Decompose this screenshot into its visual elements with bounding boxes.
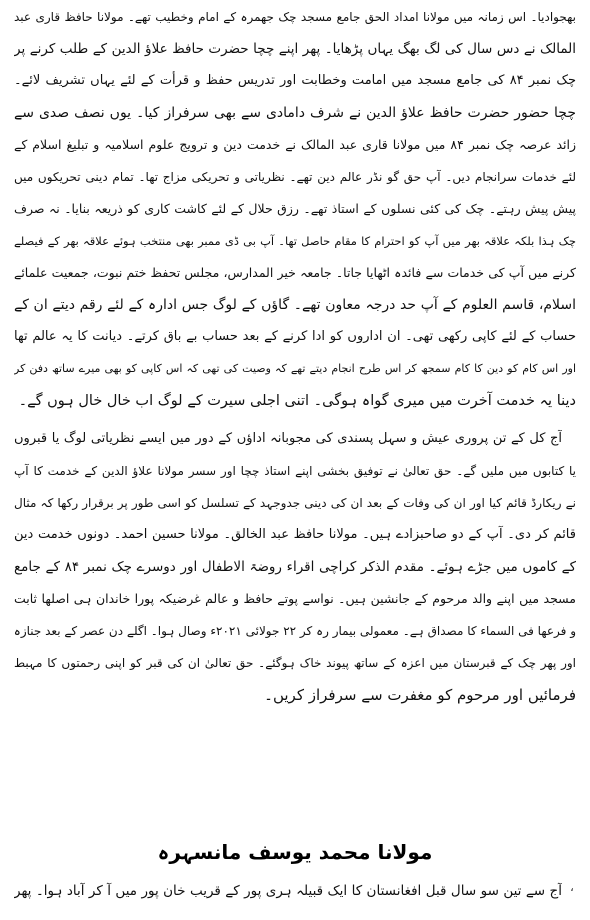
text-line: دینا یہ خدمت آخرت میں میری گواہ ہوگی۔ اتنی اجلی سیرت کے لوگ اب خال خال ہوں گے۔ [18, 393, 576, 409]
text-line: مسجد میں اپنے والد مرحوم کے جانشین ہیں۔ نواسے پوتے حافظ و عالم غرضیکہ پورا خاندان ہی اصلھا ثابت [14, 591, 576, 606]
text-line: کے کاموں میں جڑے ہوئے۔ مقدم الذکر کراچی اقراء روضۃ الاطفال اور دوسرے چک نمبر ۸۴ کے جامع [14, 559, 576, 575]
text-line: نے ریکارڈ قائم کیا اور ان کی وفات کے بعد ان کی دینی جدوجہد کے تسلسل کو اسی طور پر برقرار رکھا کہ مثال [14, 496, 576, 510]
text-line: کرنے میں آپ کی خدمات سے فائدہ اٹھایا جاتا۔ جامعہ خیر المدارس، مجلس تحفظ ختم نبوت، جمعیت علمائے [14, 265, 576, 280]
margin-mark: ، [570, 880, 574, 894]
text-line: و فرعھا فی السماء کا مصداق ہے۔ معمولی بیمار رہ کر ۲۲ جولائی ۲۰۲۱ء وصال ہوا۔ اگلے دن عصر کے بعد جنازہ [14, 624, 576, 638]
text-line: اور پھر چک کے قبرستان میں اعزہ کے ساتھ پیوند خاک ہوگئے۔ حق تعالیٰ ان کی قبر کو اپنی رحمتوں کا مہبط [14, 656, 576, 670]
text-line: آج کل کے تن پروری عیش و سہل پسندی کی مجوبانہ اداؤں کے دور میں ایسے نظریاتی لوگ یا قبروں [14, 431, 562, 446]
text-line: چک ہذا بلکہ علاقہ بھر میں آپ کو احترام کا مقام حاصل تھا۔ آپ بی ڈی ممبر بھی منتخب ہوئے علاقہ بھر کے فیصلے [14, 234, 576, 248]
text-line: زائد عرصہ چک نمبر ۸۴ میں مولانا قاری عبد المالک نے خدمت دین و ترویج علوم اسلامیہ و تبلیغ اسلام کے [14, 137, 576, 152]
text-line: لئے خدمات سرانجام دیں۔ آپ حق گو نڈر عالم دین تھے۔ نظریاتی و تحریکی مزاج تھا۔ تمام دینی تحریکوں میں [14, 170, 576, 184]
text-line: فرمائیں اور مرحوم کو مغفرت سے سرفراز کریں۔ [264, 686, 576, 704]
text-line: آج سے تین سو سال قبل افغانستان کا ایک قبیلہ ہری پور کے قریب خان پور میں آ کر آباد ہوا۔ پھر [14, 883, 562, 899]
text-line: چچا حضور حضرت حافظ علاؤ الدین نے شرف دامادی سے بھی سرفراز کیا۔ یوں نصف صدی سے [14, 105, 576, 121]
section-heading: مولانا محمد یوسف مانسہرہ [157, 840, 433, 864]
text-line: چک نمبر ۸۴ کی جامع مسجد میں امامت وخطابت اور تدریس حفظ و قرأت کے لئے یہاں تشریف لائے۔ [14, 73, 576, 88]
text-line: المالک نے دس سال کی لگ بھگ یہاں پڑھایا۔ پھر اپنے چچا حضرت حافظ علاؤ الدین کے طلب کرنے پر [14, 41, 576, 57]
text-line: پیش پیش رہتے۔ چک کی کئی نسلوں کے استاذ تھے۔ رزق حلال کے لئے کاشت کاری کو ذریعہ بنایا۔ نہ صرف [14, 201, 576, 216]
text-line: بھجوادیا۔ اس زمانہ میں مولانا امداد الحق جامع مسجد چک جھمرہ کے امام وخطیب تھے۔ مولانا حافظ قاری عبد [14, 10, 576, 24]
text-line: اسلام، قاسم العلوم کے آپ حد درجہ معاون تھے۔ گاؤں کے لوگ جس ادارہ کے لئے رقم دیتے ان کے [14, 297, 576, 313]
text-line: قائم کر دی۔ آپ کے دو صاحبزادے ہیں۔ مولانا حافظ عبد الخالق۔ مولانا حسین احمد۔ دونوں خدمت دین [14, 527, 576, 542]
text-line: حساب کے لئے کاپی رکھی تھی۔ ان اداروں کو ادا کرنے کے بعد حساب بے باق کرتے۔ دیانت کا یہ عالم تھا [14, 329, 576, 344]
text-line: یا کتابوں میں ملیں گے۔ حق تعالیٰ نے توفیق بخشی اپنے استاذ چچا اور سسر مولانا علاؤ الدین کے خدمت کا آپ [14, 464, 576, 478]
text-line: اور اس کام کو دین کا کام سمجھ کر اس طرح انجام دیتے تھے کہ وصیت کی تھی کہ اس کاپی کو بھی میرے ساتھ دفن کر [14, 362, 576, 375]
